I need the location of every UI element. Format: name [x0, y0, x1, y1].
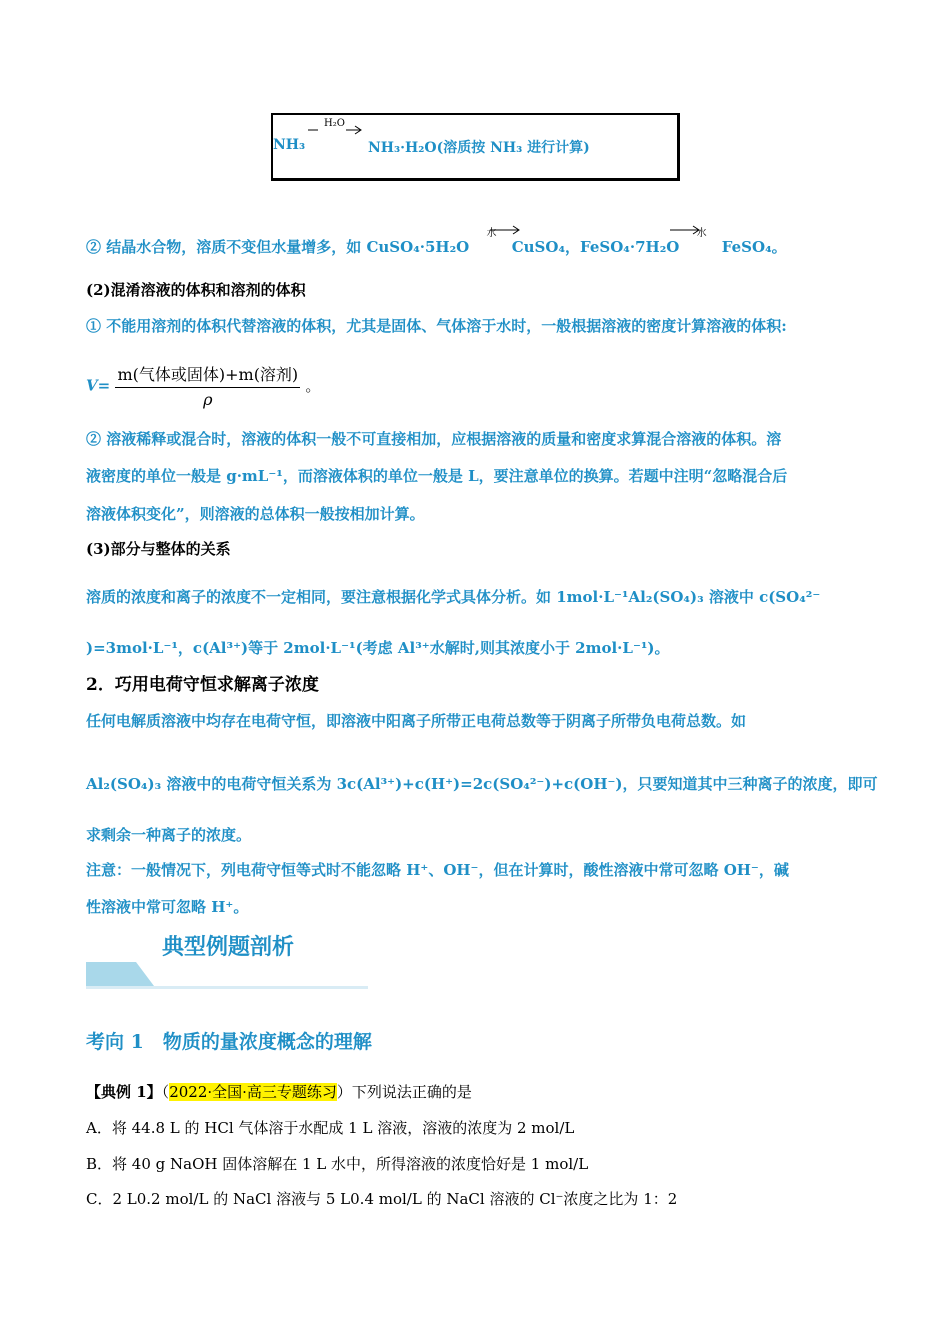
direction-title: 考向 1 物质的量浓度概念的理解 [86, 1031, 372, 1053]
paragraph-charge-line3: 求剩余一种离子的浓度。 [86, 826, 252, 844]
box-left-formula: NH₃ [273, 137, 306, 153]
option-c: C．2 L0.2 mol/L 的 NaCl 溶液与 5 L0.4 mol/L 的 NaCl 溶液的 Cl⁻浓度之比为 1：2 [86, 1190, 678, 1208]
crystal-middle: CuSO₄，FeSO₄·7H₂O [511, 238, 680, 256]
formula-fraction [115, 362, 300, 409]
section-banner-graphic [86, 960, 368, 990]
box-arrow-label: H₂O [324, 118, 345, 129]
crystal-prefix: ② 结晶水合物，溶质不变但水量增多，如 CuSO₄·5H₂O [86, 238, 470, 256]
paragraph-volume-2-line3: 溶液体积变化”，则溶液的总体积一般按相加计算。 [86, 505, 425, 523]
box-product: NH₃·H₂O [368, 140, 437, 156]
arrow-icon [306, 118, 364, 138]
formula-lhs: V= [86, 376, 111, 395]
paragraph-note-line2: 性溶液中常可忽略 H⁺。 [86, 898, 249, 916]
box-reaction-arrow [306, 118, 364, 138]
paragraph-volume-2-line1: ② 溶液稀释或混合时，溶液的体积一般不可直接相加，应根据溶液的质量和密度求算混合溶液的体积。溶 [86, 430, 782, 448]
formula-numerator: m(气体或固体)+m(溶剂) [115, 362, 300, 388]
arrow-icon [668, 222, 708, 236]
example-question: 下列说法正确的是 [351, 1083, 472, 1101]
arrow-icon [488, 222, 528, 236]
paragraph-volume-2-line2: 液密度的单位一般是 g·mL⁻¹，而溶液体积的单位一般是 L，要注意单位的换算。若题中注明“忽略混合后 [86, 467, 788, 485]
heading-part-whole: (3)部分与整体的关系 [86, 540, 231, 558]
paragraph-note-line1: 注意：一般情况下，列电荷守恒等式时不能忽略 H⁺、OH⁻，但在计算时，酸性溶液中常可忽略 OH⁻，碱 [86, 861, 789, 879]
section-title: 典型例题剖析 [162, 935, 295, 960]
arrow-icon [687, 238, 715, 252]
paragraph-part-line1: 溶质的浓度和离子的浓度不一定相同，要注意根据化学式具体分析。如 1mol·L⁻¹Al₂(SO₄)₃ 溶液中 c(SO₄²⁻ [86, 588, 821, 606]
crystal-arrow-1 [476, 228, 504, 252]
box-right-formula [368, 137, 590, 157]
crystal-arrow-2-label: 水 [696, 228, 707, 239]
example-header: 【典例 1】（2022·全国·高三专题练习）下列说法正确的是 [86, 1083, 472, 1101]
arrow-icon [476, 238, 504, 252]
crystal-arrow-2 [687, 228, 715, 252]
heading-volume: (2)混淆溶液的体积和溶剂的体积 [86, 281, 306, 299]
option-a: A．将 44.8 L 的 HCl 气体溶于水配成 1 L 溶液，溶液的浓度为 2 mol/L [86, 1119, 575, 1137]
crystal-line [86, 228, 787, 257]
paragraph-charge-line2: Al₂(SO₄)₃ 溶液中的电荷守恒关系为 3c(Al³⁺)+c(H⁺)=2c(SO₄²⁻)+c(OH⁻)，只要知道其中三种离子的浓度，即可 [86, 775, 878, 793]
heading-charge: 2．巧用电荷守恒求解离子浓度 [86, 675, 319, 695]
paragraph-part-line2: )=3mol·L⁻¹，c(Al³⁺)等于 2mol·L⁻¹(考虑 Al³⁺水解时,则其浓度小于 2mol·L⁻¹)。 [86, 639, 670, 657]
crystal-suffix: FeSO₄。 [721, 238, 787, 256]
option-b: B．将 40 g NaOH 固体溶解在 1 L 水中，所得溶液的浓度恰好是 1 mol/L [86, 1155, 589, 1173]
box-note: (溶质按 NH₃ 进行计算) [436, 140, 590, 156]
crystal-arrow-1-label: 水 [486, 228, 497, 239]
volume-formula [86, 362, 320, 409]
formula-denominator: ρ [203, 390, 213, 409]
example-tag: 【典例 1】 [86, 1083, 162, 1101]
example-source[interactable]: 2022·全国·高三专题练习 [169, 1083, 337, 1101]
formula-end: 。 [305, 377, 321, 395]
paragraph-charge-line1: 任何电解质溶液中均存在电荷守恒，即溶液中阳离子所带正电荷总数等于阴离子所带负电荷总数。如 [86, 712, 747, 730]
paragraph-volume-1: ① 不能用溶剂的体积代替溶液的体积，尤其是固体、气体溶于水时，一般根据溶液的密度计算溶液的体积: [86, 317, 787, 335]
